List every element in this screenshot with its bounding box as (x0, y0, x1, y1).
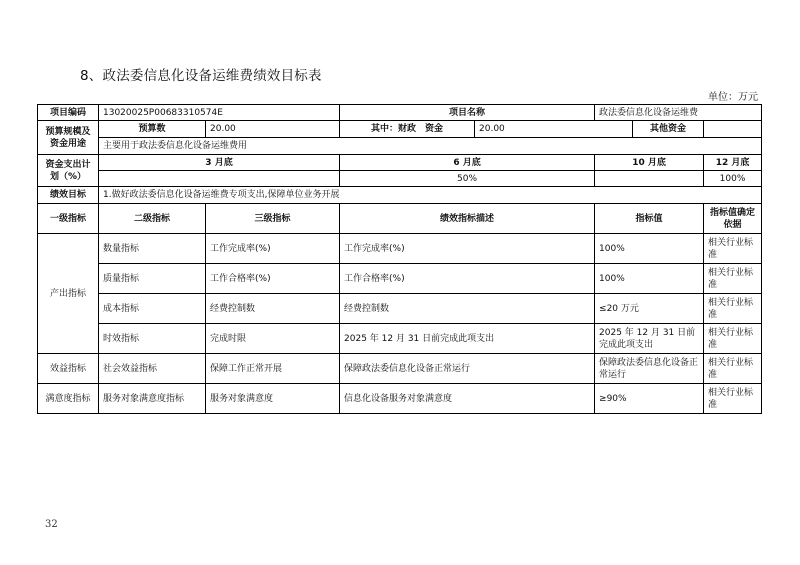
goal-text: 1.做好政法委信息化设备运维费专项支出,保障单位业务开展 (99, 187, 762, 204)
indicator-header-row (38, 204, 762, 234)
basis-cell: 相关行业标准 (704, 354, 762, 384)
plan-m12-label: 12 月底 (704, 155, 762, 171)
basis-cell: 相关行业标准 (704, 384, 762, 414)
performance-table (37, 104, 762, 414)
unit-label: 单位：万元 (708, 92, 758, 103)
other-funds-value (704, 121, 762, 138)
desc-cell: 2025 年 12 月 31 日前完成此项支出 (340, 324, 595, 354)
value-cell: 保障政法委信息化设备正常运行 (595, 354, 704, 384)
desc-cell: 经费控制数 (340, 294, 595, 324)
level3-cell: 工作合格率(%) (206, 264, 340, 294)
goal-row (38, 187, 762, 204)
budget-label: 预算数 (99, 121, 206, 138)
basis-cell: 相关行业标准 (704, 234, 762, 264)
project-row (38, 105, 762, 121)
header-level3: 三级指标 (206, 204, 340, 234)
page-number: 32 (45, 519, 58, 530)
value-cell: ≤20 万元 (595, 294, 704, 324)
plan-m6-value: 50% (340, 171, 595, 187)
plan-m10-value (595, 171, 704, 187)
project-code-label: 项目编码 (38, 105, 99, 121)
level3-cell: 完成时限 (206, 324, 340, 354)
desc-cell: 工作完成率(%) (340, 234, 595, 264)
other-funds-label: 其他资金 (633, 121, 704, 138)
project-code: 13020025P00683310574E (99, 105, 340, 121)
plan-m3-label: 3 月底 (99, 155, 340, 171)
basis-cell: 相关行业标准 (704, 264, 762, 294)
level3-cell: 服务对象满意度 (206, 384, 340, 414)
table-row (38, 234, 762, 264)
level2-cell: 服务对象满意度指标 (99, 384, 206, 414)
value-cell: 2025 年 12 月 31 日前完成此项支出 (595, 324, 704, 354)
basis-cell: 相关行业标准 (704, 324, 762, 354)
level2-cell: 社会效益指标 (99, 354, 206, 384)
level2-cell: 成本指标 (99, 294, 206, 324)
budget-scale-label: 预算规模及资金用途 (38, 121, 99, 155)
desc-cell: 工作合格率(%) (340, 264, 595, 294)
fund-usage: 主要用于政法委信息化设备运维费用 (99, 138, 762, 155)
budget-value: 20.00 (206, 121, 340, 138)
header-basis: 指标值确定依据 (704, 204, 762, 234)
plan-value-row (38, 171, 762, 187)
level1-cell: 产出指标 (38, 234, 99, 354)
level1-cell: 满意度指标 (38, 384, 99, 414)
goal-label: 绩效目标 (38, 187, 99, 204)
level2-cell: 数量指标 (99, 234, 206, 264)
page-title: 8、政法委信息化设备运维费绩效目标表 (80, 68, 322, 84)
plan-m6-label: 6 月底 (340, 155, 595, 171)
project-name: 政法委信息化设备运维费 (595, 105, 762, 121)
plan-m12-value: 100% (704, 171, 762, 187)
value-cell: 100% (595, 264, 704, 294)
header-desc: 绩效指标描述 (340, 204, 595, 234)
finance-label: 其中：财政 资金 (340, 121, 475, 138)
level1-cell: 效益指标 (38, 354, 99, 384)
finance-value: 20.00 (475, 121, 633, 138)
basis-cell: 相关行业标准 (704, 294, 762, 324)
header-value: 指标值 (595, 204, 704, 234)
plan-label: 资金支出计划（%） (38, 155, 99, 187)
level2-cell: 时效指标 (99, 324, 206, 354)
level3-cell: 工作完成率(%) (206, 234, 340, 264)
level3-cell: 保障工作正常开展 (206, 354, 340, 384)
level3-cell: 经费控制数 (206, 294, 340, 324)
header-level1: 一级指标 (38, 204, 99, 234)
desc-cell: 信息化设备服务对象满意度 (340, 384, 595, 414)
level2-cell: 质量指标 (99, 264, 206, 294)
budget-row (38, 121, 762, 138)
usage-row (38, 138, 762, 155)
table-row (38, 294, 762, 324)
table-row (38, 324, 762, 354)
header-level2: 二级指标 (99, 204, 206, 234)
plan-m10-label: 10 月底 (595, 155, 704, 171)
table-row (38, 354, 762, 384)
project-name-label: 项目名称 (340, 105, 595, 121)
plan-m3-value (99, 171, 340, 187)
plan-header-row (38, 155, 762, 171)
value-cell: 100% (595, 234, 704, 264)
table-row (38, 384, 762, 414)
value-cell: ≥90% (595, 384, 704, 414)
desc-cell: 保障政法委信息化设备正常运行 (340, 354, 595, 384)
table-row (38, 264, 762, 294)
